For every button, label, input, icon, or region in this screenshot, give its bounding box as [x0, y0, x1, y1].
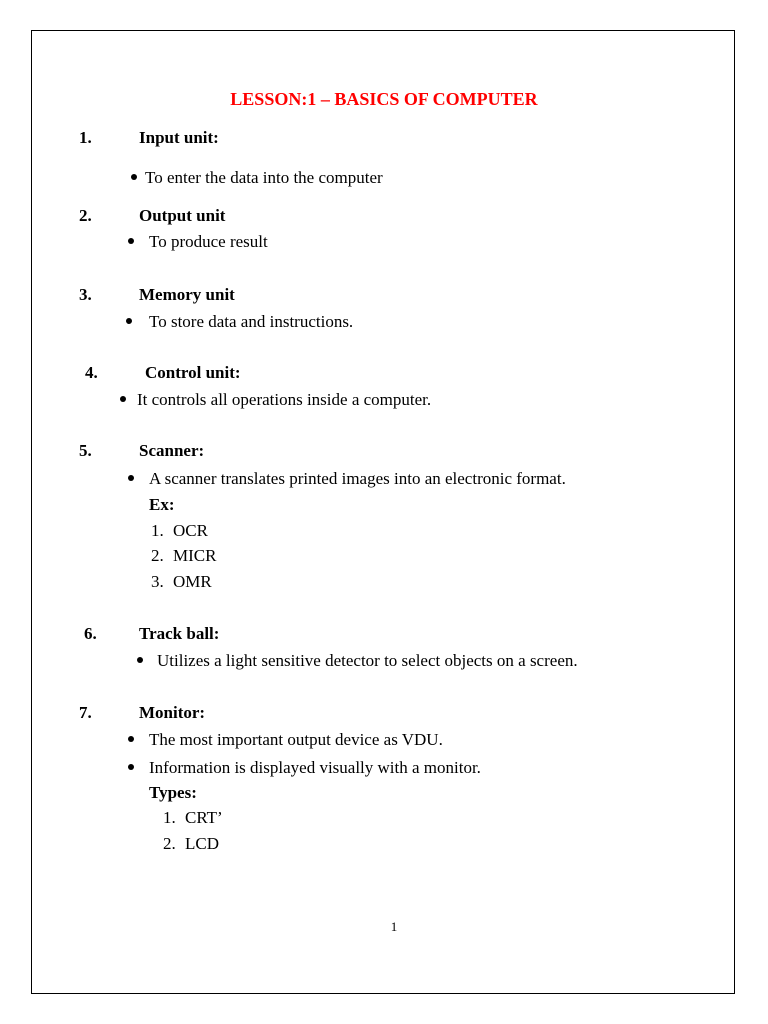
page-title: LESSON:1 – BASICS OF COMPUTER	[230, 89, 538, 109]
bullet-text: To store data and instructions.	[149, 312, 354, 331]
list-item: OMR	[173, 572, 212, 591]
bullet-icon	[128, 764, 134, 770]
bullet-text: A scanner translates printed images into an electronic format.	[149, 469, 566, 488]
page-number: 1	[390, 919, 398, 934]
section-number: 4.	[85, 363, 98, 382]
section-number: 7.	[79, 703, 92, 722]
list-item: MICR	[173, 546, 217, 565]
bullet-text: To enter the data into the computer	[145, 168, 383, 187]
section-number: 2.	[79, 206, 92, 225]
section-heading: Monitor:	[139, 703, 206, 722]
list-item: CRT’	[185, 808, 223, 827]
section-number: 1.	[79, 128, 92, 147]
section-heading: Memory unit	[139, 285, 235, 304]
section-heading: Output unit	[139, 206, 226, 225]
section-heading: Input unit:	[139, 128, 219, 147]
bullet-text: The most important output device as VDU.	[149, 730, 443, 749]
section-heading: Scanner:	[139, 441, 205, 460]
section-heading: Track ball:	[139, 624, 220, 643]
bullet-icon	[126, 318, 132, 324]
bullet-icon	[131, 174, 137, 180]
list-item: OCR	[173, 521, 208, 540]
bullet-text: Utilizes a light sensitive detector to select objects on a screen.	[157, 651, 578, 670]
section-heading: Control unit:	[145, 363, 241, 382]
bullet-text: To produce result	[149, 232, 268, 251]
bullet-icon	[128, 475, 134, 481]
bullet-icon	[137, 657, 143, 663]
types-label: Types:	[149, 783, 197, 802]
list-item-number: 1.	[163, 808, 176, 827]
section-number: 6.	[84, 624, 97, 643]
bullet-icon	[120, 396, 126, 402]
bullet-icon	[128, 736, 134, 742]
list-item-number: 1.	[151, 521, 164, 540]
list-item-number: 3.	[151, 572, 164, 591]
section-number: 3.	[79, 285, 92, 304]
list-item: LCD	[185, 834, 219, 853]
bullet-text: It controls all operations inside a computer.	[137, 390, 432, 409]
bullet-text: Information is displayed visually with a monitor.	[149, 758, 481, 777]
list-item-number: 2.	[151, 546, 164, 565]
example-label: Ex:	[149, 495, 175, 514]
bullet-icon	[128, 238, 134, 244]
list-item-number: 2.	[163, 834, 176, 853]
section-number: 5.	[79, 441, 92, 460]
